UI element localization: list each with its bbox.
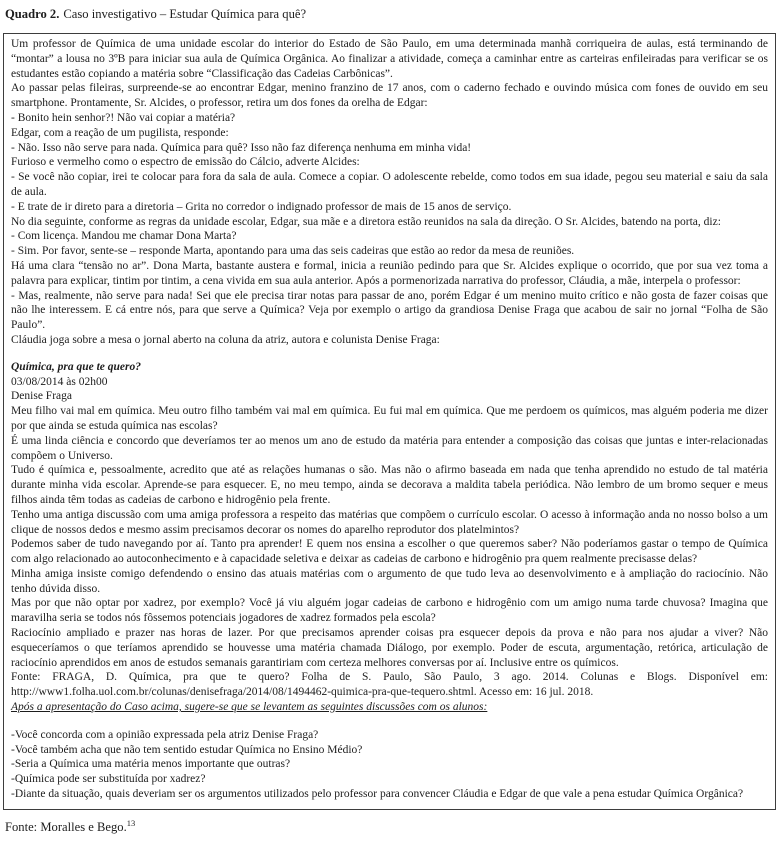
narrative-paragraph: No dia seguinte, conforme as regras da unidade escolar, Edgar, sua mãe e a diretora estão reunidos na sala da direção. O Sr. Alcides, batendo na porta, diz: bbox=[11, 215, 721, 228]
dialogue-line: - Sim. Por favor, sente-se – responde Marta, apontando para uma das seis cadeiras que estão ao redor da mesa de reuniões. bbox=[11, 245, 575, 258]
article-paragraph: Meu filho vai mal em química. Meu outro filho também vai mal em química. Eu fui mal em química. Que me perdoem os químicos, mas alguém poderia me dizer por que ainda se estuda química nas escolas? bbox=[11, 405, 768, 432]
caption-title: Caso investigativo – Estudar Química para quê? bbox=[63, 7, 307, 21]
discussion-intro: Após a apresentação do Caso acima, sugere-se que se levantem as seguintes discussões com os alunos: bbox=[11, 701, 488, 714]
discussion-question: -Química pode ser substituída por xadrez? bbox=[11, 773, 206, 786]
box-caption bbox=[5, 7, 774, 22]
article-date: 03/08/2014 às 02h00 bbox=[11, 375, 108, 388]
caption-label: Quadro 2. bbox=[5, 7, 60, 21]
narrative-paragraph: Há uma clara “tensão no ar”. Dona Marta, bastante austera e formal, inicia a reunião pedindo para que Sr. Alcides explique o ocorrido, que por sua vez toma a palavra para explicar, tintim por tintim, a cena vivida em sua aula anterior. Após a pormenorizada narrativa do professor, Cláudia, a mãe, interpela o professor: bbox=[11, 259, 768, 287]
article-paragraph: Tenho uma antiga discussão com uma amiga professora a respeito das matérias que compõem o currículo escolar. O acesso à informação anda no nosso bolso a um clique de nossos dedos e mesmo assim precisamos decorar os nomes do aparelho reprodutor dos platelmintos? bbox=[11, 508, 768, 536]
dialogue-line: - Se você não copiar, irei te colocar para fora da sala de aula. Comece a copiar. O adolescente rebelde, como todos em sua idade, pegou seu material e saiu da sala de aula. bbox=[11, 171, 768, 198]
discussion-question: -Você concorda com a opinião expressada pela atriz Denise Fraga? bbox=[11, 728, 319, 741]
dialogue-line: - Com licença. Mandou me chamar Dona Marta? bbox=[11, 230, 237, 243]
footnote-reference: 13 bbox=[126, 817, 136, 828]
discussion-question: -Seria a Química uma matéria menos importante que outras? bbox=[11, 758, 291, 771]
narrative-paragraph: Ao passar pelas fileiras, surpreende-se ao encontrar Edgar, menino franzino de 17 anos, com o caderno fechado e ouvindo música com fones de ouvido em seu smartphone. Prontamente, Sr. Alcides, o professor, retira um dos fones da orelha de Edgar: bbox=[11, 82, 768, 110]
box-source-footer bbox=[5, 816, 774, 835]
dialogue-line: - Bonito hein senhor?! Não vai copiar a matéria? bbox=[11, 111, 236, 124]
article-paragraph: Podemos saber de tudo navegando por aí. Tanto pra aprender! E quem nos ensina a escolher o que queremos saber? Não poderíamos gastar o tempo de Química com algo relacionado ao autoconhecimento e à capacidade seletiva e deixar as cadeias de carbono e hidrogênio pra quem realmente precisasse delas? bbox=[11, 538, 768, 566]
narrative-paragraph: Cláudia joga sobre a mesa o jornal aberto na coluna da atriz, autora e colunista Denise Fraga: bbox=[11, 333, 440, 346]
article-source-citation: Fonte: FRAGA, D. Química, pra que te quero? Folha de S. Paulo, São Paulo, 3 ago. 2014. Colunas e Blogs. Disponível em: http://www1.folha.uol.com.br/colunas/denisefraga/2014/08/1494462-quimica-pra-que-tequero.shtml. Acesso em: 16 jul. 2018. bbox=[11, 671, 768, 699]
article-paragraph: Raciocínio ampliado e prazer nas horas de lazer. Por que precisamos aprender coisas pra esquecer depois da prova e não para nos ajudar a viver? Não esqueceríamos o que teríamos aprendido se houvesse uma matéria chamada Diálogo, por exemplo. Poder de escuta, argumentação, retórica, articulação de raciocínio aprendidos em anos de estudos semanais garantiriam com certeza melhores conversas por aí. Inclusive entre os químicos. bbox=[11, 627, 768, 669]
article-title: Química, pra que te quero? bbox=[11, 360, 142, 373]
dialogue-line: - E trate de ir direto para a diretoria – Grita no corredor o indignado professor de mais de 15 anos de serviço. bbox=[11, 200, 512, 213]
article-paragraph: Minha amiga insiste comigo defendendo o ensino das atuais matérias com o argumento de que tudo leva ao desenvolvimento e à ampliação do raciocínio. Não tenho dúvida disso. bbox=[11, 567, 768, 595]
case-study-box bbox=[3, 33, 776, 810]
narrative-paragraph: Edgar, com a reação de um pugilista, responde: bbox=[11, 126, 229, 139]
discussion-question: -Você também acha que não tem sentido estudar Química no Ensino Médio? bbox=[11, 743, 363, 756]
article-paragraph: Mas por que não optar por xadrez, por exemplo? Você já viu alguém jogar cadeias de carbono e hidrogênio com um amigo numa tarde chuvosa? Imagina que maravilha seria se todos nós fôssemos potenciais jogadores de xadrez formados pela escola? bbox=[11, 597, 768, 625]
footer-source-text: Fonte: Moralles e Bego. bbox=[5, 820, 127, 835]
discussion-questions bbox=[11, 728, 768, 802]
article-author: Denise Fraga bbox=[11, 390, 72, 403]
dialogue-line: - Mas, realmente, não serve para nada! Sei que ele precisa tirar notas para passar de ano, porém Edgar é um menino muito crítico e não gosta de fazer coisas que não lhe interessem. E cá entre nós, para que serve a Química? Veja por exemplo o artigo da grandiosa Denise Fraga que acabou de sair no jornal “Folha de São Paulo”. bbox=[11, 289, 768, 332]
narrative-paragraph: Um professor de Química de uma unidade escolar do interior do Estado de São Paulo, em uma determinada manhã corriqueira de aulas, está terminando de “montar” a lousa no 3ºB para iniciar sua aula de Química Orgânica. Ao finalizar a atividade, começa a caminhar entre as carteiras enfileiradas para verificar se os estudantes estão copiando a matéria sobre “Classificação das Cadeias Carbônicas”. bbox=[11, 38, 768, 80]
dialogue-line: - Não. Isso não serve para nada. Química para quê? Isso não faz diferença nenhuma em minha vida! bbox=[11, 141, 472, 154]
discussion-question: -Diante da situação, quais deveriam ser os argumentos utilizados pelo professor para convencer Cláudia e Edgar de que vale a pena estudar Química Orgânica? bbox=[11, 788, 744, 801]
article-paragraph: Tudo é química e, pessoalmente, acredito que até as relações humanas o são. Mas não o afirmo baseada em nada que tenha aprendido no estudo de tal matéria durante minha vida escolar. Aprende-se para esquecer. E, no meu tempo, ainda se decorava a maldita tabela periódica. Não lembro de um bromo sequer e meus filhos ainda têm todas as cadeias de carbono e hidrogênio pela frente. bbox=[11, 464, 768, 506]
newspaper-article bbox=[11, 360, 768, 671]
narrative-paragraph: Furioso e vermelho como o espectro de emissão do Cálcio, adverte Alcides: bbox=[11, 156, 360, 169]
article-paragraph: É uma linda ciência e concordo que deveríamos ter ao menos um ano de estudo da matéria para entender a composição das coisas que juntas e inter-relacionadas compõem o Universo. bbox=[11, 434, 768, 462]
